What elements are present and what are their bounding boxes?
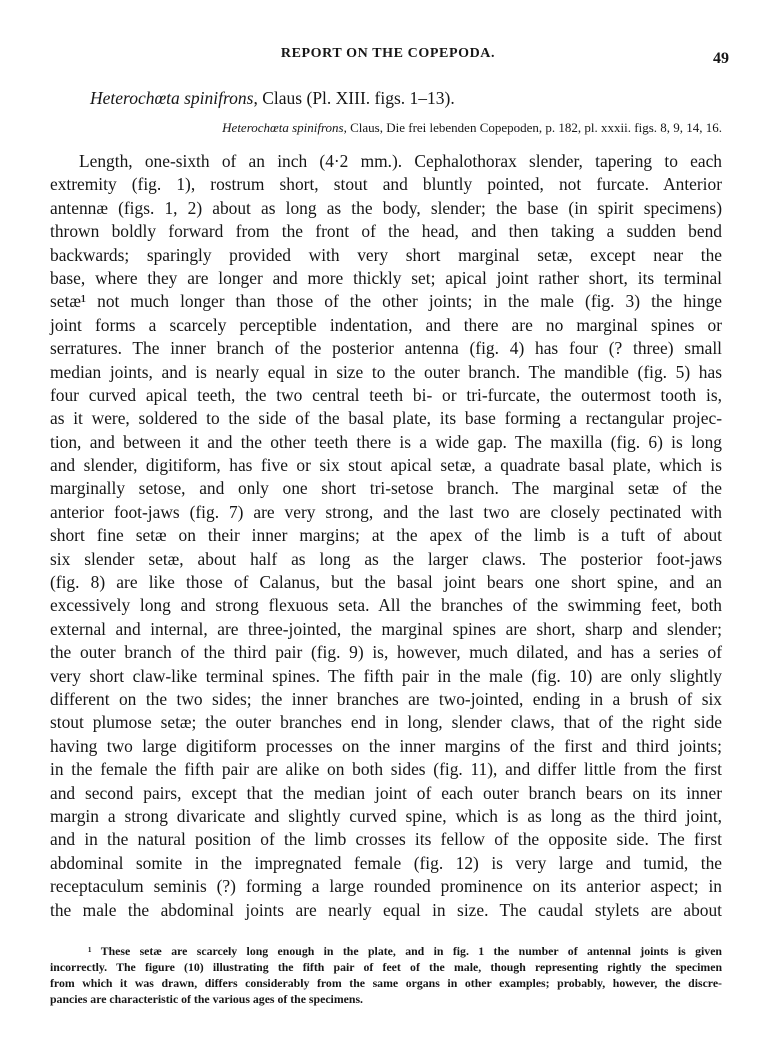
running-header: REPORT ON THE COPEPODA. — [280, 46, 496, 61]
footnote-line: ¹ These setæ are scarcely long enough in the plate, and in fig. 1 the number of antennal joints is given — [88, 944, 722, 958]
text-line: as it were, soldered to the side of the basal plate, its base forming a rectangular projec- — [50, 408, 722, 429]
text-line: antennæ (figs. 1, 2) about as long as the body, slender; the base (in spirit specimens) — [50, 197, 722, 218]
footnote-line: from which it was drawn, differs considerably from the same organs in other examples; probably, however, the discre- — [50, 976, 722, 990]
text-line: receptaculum seminis (?) forming a large rounded prominence on its anterior aspect; in — [50, 876, 722, 897]
text-line: base, where they are longer and more thickly set; apical joint rather short, its terminal — [50, 267, 722, 288]
text-line: very short claw-like terminal spines. The fifth pair in the male (fig. 10) are only slightly — [50, 665, 722, 686]
text-line: different on the two sides; the inner branches are two-jointed, ending in a brush of six — [50, 688, 722, 709]
text-line: the outer branch of the third pair (fig. 9) is, however, much dilated, and has a series of — [50, 642, 722, 663]
text-line: in the female the fifth pair are alike on both sides (fig. 11), and differ little from the first — [50, 759, 722, 780]
species-heading — [90, 88, 455, 109]
text-line: external and internal, are three-jointed, the marginal spines are short, sharp and slender; — [50, 618, 722, 639]
text-line: joint forms a scarcely perceptible indentation, and there are no marginal spines or — [50, 314, 722, 335]
text-line: and second pairs, except that the median joint of each outer branch bears on its inner — [50, 782, 722, 803]
text-line: stout plumose setæ; the outer branches end in long, slender claws, that of the right side — [50, 712, 722, 733]
text-line: four curved apical teeth, the two central teeth bi- or tri-furcate, the outermost tooth is, — [50, 384, 722, 405]
text-line: extremity (fig. 1), rostrum short, stout and bluntly pointed, not furcate. Anterior — [50, 174, 722, 195]
text-line: setæ¹ not much longer than those of the other joints; in the male (fig. 3) the hinge — [50, 291, 722, 312]
text-line: and in the natural position of the limb crosses its fellow of the opposite side. The first — [50, 829, 722, 850]
text-line: abdominal somite in the impregnated female (fig. 12) is very large and tumid, the — [50, 852, 722, 873]
text-line: and slender, digitiform, has five or six stout apical setæ, a quadrate basal plate, which is — [50, 455, 722, 476]
text-line: thrown boldly forward from the front of the head, and then taking a sudden bend — [50, 221, 722, 242]
synonymy-reference — [0, 120, 722, 136]
footnote-line: pancies are characteristic of the various ages of the specimens. — [50, 992, 363, 1006]
text-line: marginally setose, and only one short tri-setose branch. The marginal setæ of the — [50, 478, 722, 499]
text-line: short fine setæ on their inner margins; at the apex of the limb is a tuft of about — [50, 525, 722, 546]
text-line: (fig. 8) are like those of Calanus, but the basal joint bears one short spine, and an — [50, 572, 722, 593]
species-name: Heterochœta spinifrons — [90, 88, 254, 108]
description-paragraph — [50, 150, 722, 922]
text-line: margin a strong divaricate and slightly curved spine, which is as long as the third joint, — [50, 805, 722, 826]
text-line: anterior foot-jaws (fig. 7) are very strong, and the last two are closely pectinated with — [50, 501, 722, 522]
text-line: serratures. The inner branch of the posterior antenna (fig. 4) has four (? three) small — [50, 338, 722, 359]
text-line: six slender setæ, about half as long as the larger claws. The posterior foot-jaws — [50, 548, 722, 569]
synonymy-species-name: Heterochœta spinifrons — [222, 120, 344, 135]
text-line: having two large digitiform processes on the inner margins of the first and third joints; — [50, 735, 722, 756]
page-number: 49 — [713, 50, 729, 67]
text-line: backwards; sparingly provided with very short marginal setæ, except near the — [50, 244, 722, 265]
footnote-line: incorrectly. The figure (10) illustrating the fifth pair of feet of the male, though representing rightly the specimen — [50, 960, 722, 974]
text-line: median joints, and is nearly equal in size to the outer branch. The mandible (fig. 5) has — [50, 361, 722, 382]
synonymy-citation: , Claus, Die frei lebenden Copepoden, p. 182, pl. xxxii. figs. 8, 9, 14, 16. — [343, 120, 722, 135]
text-line: the male the abdominal joints are nearly equal in size. The caudal stylets are about — [50, 899, 722, 920]
text-line: excessively long and strong flexuous seta. All the branches of the swimming feet, both — [50, 595, 722, 616]
footnote — [50, 943, 722, 1007]
text-line: Length, one-sixth of an inch (4·2 mm.). Cephalothorax slender, tapering to each — [79, 151, 722, 171]
species-authority: , Claus (Pl. XIII. figs. 1–13). — [253, 88, 455, 108]
text-line: tion, and between it and the other teeth there is a wide gap. The maxilla (fig. 6) is long — [50, 431, 722, 452]
